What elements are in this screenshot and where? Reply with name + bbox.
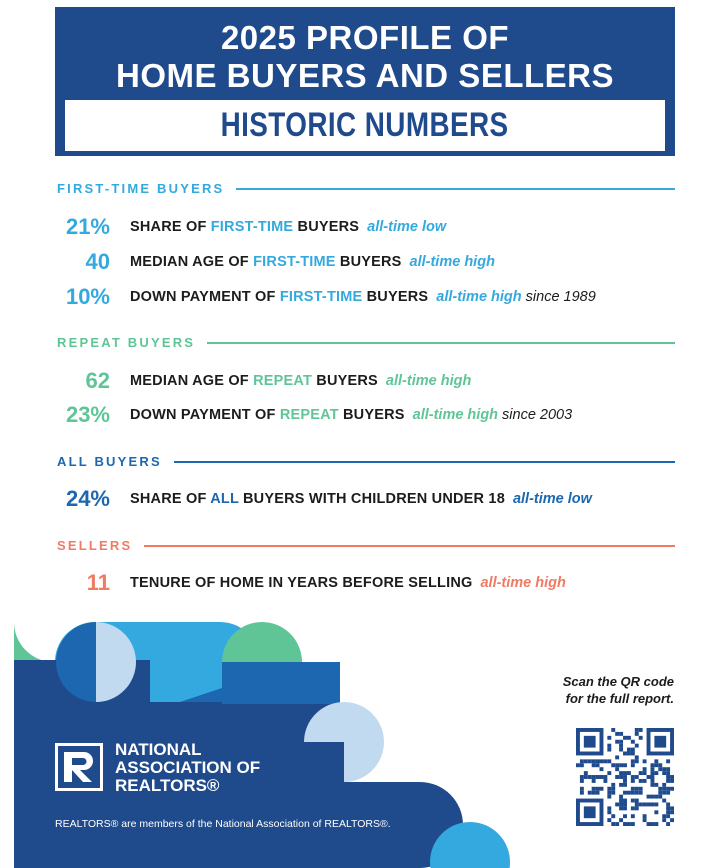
stat-value: 62 [85,368,110,393]
section-label: ALL BUYERS [57,454,162,469]
desc-text: DOWN PAYMENT OF [130,407,280,423]
stat-value: 11 [86,570,110,595]
section-divider [207,342,675,344]
section-divider [174,461,675,463]
org-line-3: REALTORS® [115,776,220,795]
stat-description [130,407,405,423]
page-title [55,19,675,95]
stat-note: all-time high [480,575,566,591]
desc-text: BUYERS [335,254,402,270]
stat-row [0,284,710,310]
section-label: FIRST-TIME BUYERS [57,181,225,196]
stat-value: 10% [65,284,110,309]
stat-row [0,402,710,428]
title-line-1: 2025 PROFILE OF [220,19,510,56]
desc-highlight: FIRST-TIME [253,254,336,270]
org-line-1: NATIONAL [115,740,202,759]
stat-row [0,214,710,240]
stat-row [0,570,710,596]
subtitle-box [63,98,667,153]
green-corner-shape [14,622,54,662]
desc-highlight: FIRST-TIME [210,219,294,235]
stat-description: TENURE OF HOME IN YEARS BEFORE SELLING [130,575,473,591]
stat-description [130,373,378,389]
desc-highlight: FIRST-TIME [279,289,363,305]
desc-highlight: REPEAT [279,407,339,423]
stat-row [0,486,710,512]
section-divider [144,545,675,547]
scan-instruction [470,673,674,707]
desc-text: BUYERS [312,373,378,389]
stat-value: 24% [65,486,110,511]
desc-text: SHARE OF [130,219,211,235]
stat-note: all-time high [412,407,499,423]
stat-value: 40 [85,249,110,274]
page-subtitle: HISTORIC NUMBERS [221,106,509,144]
title-line-2: HOME BUYERS AND SELLERS [116,57,614,94]
stat-since: since 2003 [502,407,573,423]
realtor-logo [55,743,103,791]
stat-description [130,219,359,235]
section-header-all [57,454,675,469]
desc-highlight: ALL [210,491,239,507]
section-label: SELLERS [57,538,133,553]
blue-block-shape [222,662,340,704]
stat-description [130,289,428,305]
stat-value: 23% [65,402,110,427]
stat-description [130,254,402,270]
stat-note: all-time high [436,289,522,305]
header-banner [55,7,675,156]
footnote: REALTORS® are members of the National Association of REALTORS®. [55,818,391,830]
scan-line-2: for the full report. [565,691,674,706]
desc-highlight: REPEAT [253,373,313,389]
section-header-first-time [57,181,675,196]
stat-value: 21% [65,214,110,239]
desc-text: BUYERS [338,407,405,423]
desc-text: DOWN PAYMENT OF [130,289,280,305]
stat-note: all-time low [512,491,592,507]
stat-description [130,491,505,507]
stat-row [0,368,710,394]
section-header-repeat [57,335,675,350]
desc-text: MEDIAN AGE OF [130,373,254,389]
section-label: REPEAT BUYERS [57,335,196,350]
stat-row [0,249,710,275]
stat-note: all-time high [385,373,472,389]
desc-text: BUYERS WITH CHILDREN UNDER 18 [238,491,505,507]
realtor-r-icon [58,746,100,788]
section-header-sellers [57,538,675,553]
stat-note: all-time low [367,219,447,235]
scan-line-1: Scan the QR code [562,674,674,689]
section-divider [236,188,675,190]
desc-text: SHARE OF [130,491,211,507]
qr-code[interactable] [576,728,674,826]
org-line-2: ASSOCIATION OF [115,758,261,777]
desc-text: BUYERS [362,289,429,305]
desc-text: MEDIAN AGE OF [130,254,254,270]
stat-since: since 1989 [525,289,596,305]
desc-text: BUYERS [293,219,360,235]
org-name [115,741,315,795]
stat-note: all-time high [409,254,495,270]
